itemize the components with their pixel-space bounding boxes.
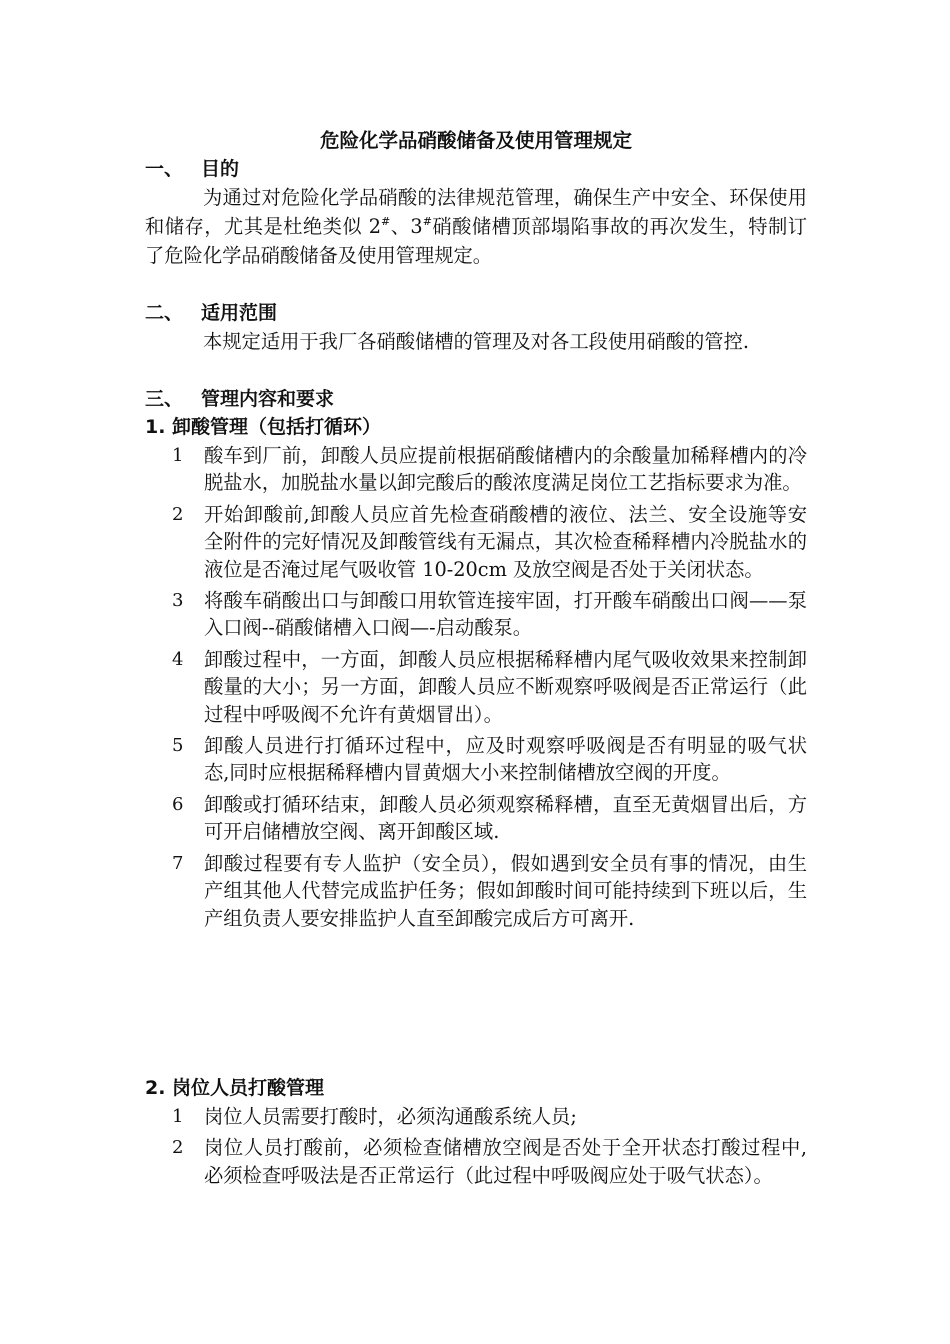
item-number: 5	[172, 735, 184, 757]
superscript-mark: #	[381, 215, 391, 229]
superscript-mark: #	[422, 215, 432, 229]
item-number: 7	[172, 852, 184, 874]
item-text: 卸酸过程要有专人监护（安全员），假如遇到安全员有事的情况，由生产组其他人代替完成监护任务；假如卸酸时间可能持续到下班以后，生产组负责人要安排监护人直至卸酸完成后方可离开.	[204, 851, 807, 930]
purpose-text-b: 、3	[390, 215, 423, 239]
item-number: 6	[172, 793, 184, 815]
item-text: 酸车到厂前，卸酸人员应提前根据硝酸储槽内的余酸量加稀释槽内的冷脱盐水，加脱盐水量以卸完酸后的酸浓度满足岗位工艺指标要求为准。	[204, 444, 807, 495]
section-title: 管理内容和要求	[201, 388, 335, 410]
purpose-paragraph	[145, 183, 807, 271]
section-heading-scope	[145, 299, 277, 327]
subsection-heading-dispensing: 2. 岗位人员打酸管理	[145, 1077, 325, 1099]
list-item	[145, 850, 807, 932]
list-item	[145, 646, 807, 728]
item-text: 卸酸人员进行打循环过程中，应及时观察呼吸阀是否有明显的吸气状态,同时应根据稀释槽内冒黄烟大小来控制储槽放空阀的开度。	[204, 734, 807, 785]
item-number: 2	[172, 1137, 184, 1159]
list-item	[145, 791, 807, 846]
section-number: 一、	[145, 158, 184, 180]
scope-paragraph: 本规定适用于我厂各硝酸储槽的管理及对各工段使用硝酸的管控.	[203, 330, 750, 353]
list-item	[145, 501, 807, 583]
list-item	[145, 1134, 807, 1189]
item-text: 卸酸过程中，一方面，卸酸人员应根据稀释槽内尾气吸收效果来控制卸酸量的大小；另一方面，卸酸人员应不断观察呼吸阀是否正常运行（此过程中呼吸阀不允许有黄烟冒出）。	[204, 647, 807, 726]
section-number: 三、	[145, 388, 184, 410]
item-number: 1	[172, 445, 184, 466]
section-title: 适用范围	[201, 302, 278, 324]
item-text: 开始卸酸前,卸酸人员应首先检查硝酸槽的液位、法兰、安全设施等安全附件的完好情况及卸酸管线有无漏点，其次检查稀释槽内冷脱盐水的液位是否淹过尾气吸收管 10-20cm 及放空阀是否处于关闭状态。	[204, 502, 807, 581]
list-item	[145, 732, 807, 787]
list-item	[145, 1103, 807, 1130]
section-number: 二、	[145, 302, 184, 324]
item-number: 1	[172, 1106, 184, 1127]
item-number: 2	[172, 503, 184, 525]
item-text: 卸酸或打循环结束，卸酸人员必须观察稀释槽，直至无黄烟冒出后，方可开启储槽放空阀、离开卸酸区域.	[204, 792, 807, 844]
section-heading-purpose	[145, 155, 239, 183]
list-item	[145, 442, 807, 497]
unloading-list	[145, 442, 807, 936]
item-text: 岗位人员打酸前，必须检查储槽放空阀是否处于全开状态打酸过程中,必须检查呼吸法是否正常运行（此过程中呼吸阀应处于吸气状态）。	[204, 1136, 807, 1187]
item-text: 将酸车硝酸出口与卸酸口用软管连接牢固，打开酸车硝酸出口阀——泵入口阀--硝酸储槽入口阀—-启动酸泵。	[204, 589, 807, 640]
section-title: 目的	[201, 158, 240, 180]
document-title: 危险化学品硝酸储备及使用管理规定	[319, 129, 632, 152]
purpose-text-c: 硝酸储槽顶部塌陷事故的再次发生，特制订了危险化学品硝酸储备及使用管理规定。	[145, 215, 807, 268]
list-item	[145, 587, 807, 642]
item-number: 4	[172, 648, 184, 670]
dispensing-list	[145, 1103, 807, 1193]
section-heading-requirements	[145, 385, 334, 413]
item-number: 3	[172, 590, 184, 612]
purpose-text-a: 为通过对危险化学品硝酸的法律规范管理，确保生产中安全、环保使用和储存，尤其是杜绝类似 2	[145, 186, 807, 239]
item-text: 岗位人员需要打酸时，必须沟通酸系统人员;	[204, 1105, 577, 1128]
subsection-heading-unloading: 1. 卸酸管理（包括打循环）	[145, 416, 382, 438]
